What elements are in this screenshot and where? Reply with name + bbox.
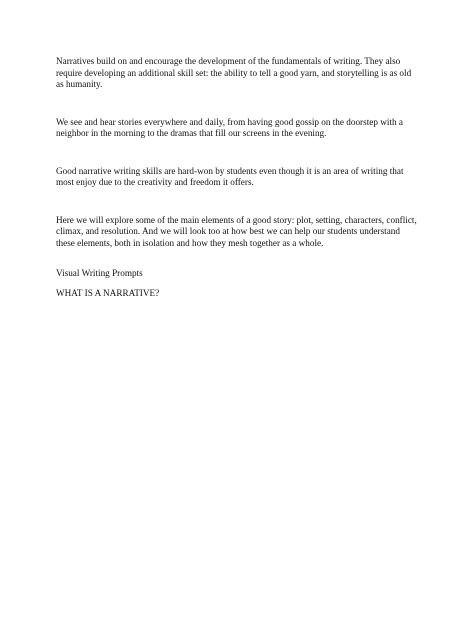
paragraph-story-elements: Here we will explore some of the main elements of a good story: plot, setting, characters, conflict, climax, and resolution. And we will look too at how best we can help our students understand these elements, both in isolation and how they mesh together as a whole.	[56, 214, 417, 248]
section-heading: WHAT IS A NARRATIVE?	[56, 287, 160, 298]
paragraph-writing-skills: Good narrative writing skills are hard-won by students even though it is an area of writing that most enjoy due to the creativity and freedom it offers.	[56, 165, 404, 187]
visual-writing-prompts-link[interactable]: Visual Writing Prompts	[56, 268, 143, 278]
paragraph-stories-everywhere: We see and hear stories everywhere and daily, from having good gossip on the doorstep with a neighbor in the morning to the dramas that fill our screens in the evening.	[56, 116, 403, 138]
paragraph-intro: Narratives build on and encourage the development of the fundamentals of writing. They also require developing an additional skill set: the ability to tell a good yarn, and storytelling is as old as humanity.	[56, 56, 412, 89]
document-body	[56, 56, 418, 307]
